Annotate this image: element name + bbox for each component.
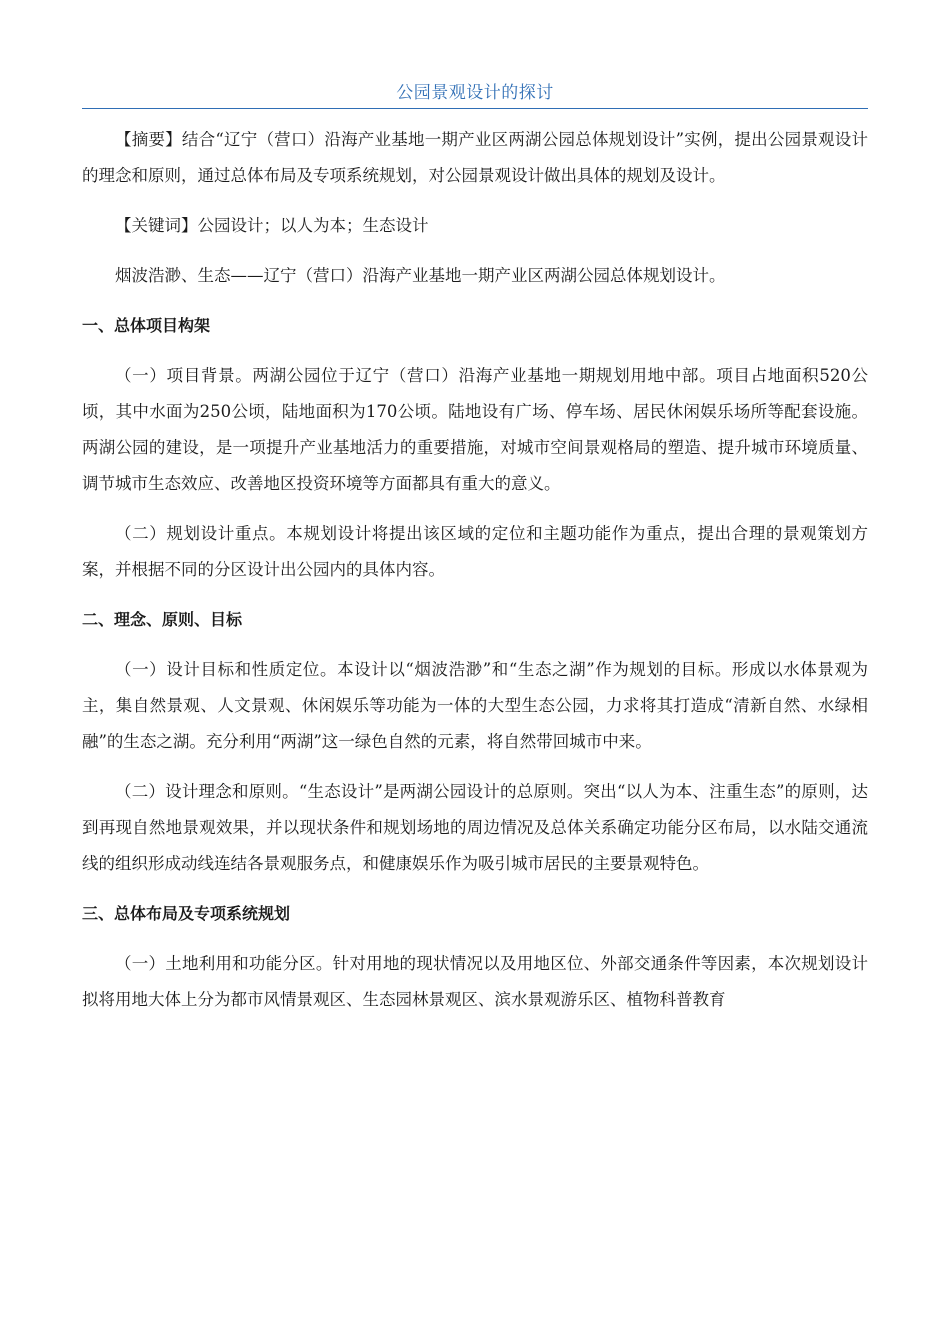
section-heading-3: 三、总体布局及专项系统规划 [82, 904, 291, 923]
abstract-paragraph: 【摘要】结合“辽宁（营口）沿海产业基地一期产业区两湖公园总体规划设计”实例，提出公园景观设计的理念和原则，通过总体布局及专项系统规划，对公园景观设计做出具体的规划及设计。 [82, 130, 868, 185]
body-paragraph: （一）项目背景。两湖公园位于辽宁（营口）沿海产业基地一期规划用地中部。项目占地面积520公顷，其中水面为250公顷，陆地面积为170公顷。陆地设有广场、停车场、居民休闲娱乐场所等配套设施。两湖公园的建设，是一项提升产业基地活力的重要措施，对城市空间景观格局的塑造、提升城市环境质量、调节城市生态效应、改善地区投资环境等方面都具有重大的意义。 [82, 366, 868, 493]
subtitle-paragraph: 烟波浩渺、生态——辽宁（营口）沿海产业基地一期产业区两湖公园总体规划设计。 [115, 266, 726, 285]
page-header [82, 82, 868, 109]
page-title: 公园景观设计的探讨 [396, 83, 554, 103]
body-paragraph: （一）设计目标和性质定位。本设计以“烟波浩渺”和“生态之湖”作为规划的目标。形成以水体景观为主，集自然景观、人文景观、休闲娱乐等功能为一体的大型生态公园，力求将其打造成“清新自然、水绿相融”的生态之湖。充分利用“两湖”这一绿色自然的元素，将自然带回城市中来。 [82, 660, 868, 751]
section-heading-1: 一、总体项目构架 [82, 316, 211, 335]
keywords-paragraph: 【关键词】公园设计；以人为本；生态设计 [115, 216, 429, 235]
body-paragraph: （二）规划设计重点。本规划设计将提出该区域的定位和主题功能作为重点，提出合理的景观策划方案，并根据不同的分区设计出公园内的具体内容。 [82, 524, 868, 579]
body-paragraph: （一）土地利用和功能分区。针对用地的现状情况以及用地区位、外部交通条件等因素，本次规划设计拟将用地大体上分为都市风情景观区、生态园林景观区、滨水景观游乐区、植物科普教育 [82, 954, 868, 1009]
document-body [82, 122, 868, 1018]
section-heading-2: 二、理念、原则、目标 [82, 610, 243, 629]
body-paragraph: （二）设计理念和原则。“生态设计”是两湖公园设计的总原则。突出“以人为本、注重生态”的原则，达到再现自然地景观效果，并以现状条件和规划场地的周边情况及总体关系确定功能分区布局，以水陆交通流线的组织形成动线连结各景观服务点，和健康娱乐作为吸引城市居民的主要景观特色。 [82, 782, 868, 873]
